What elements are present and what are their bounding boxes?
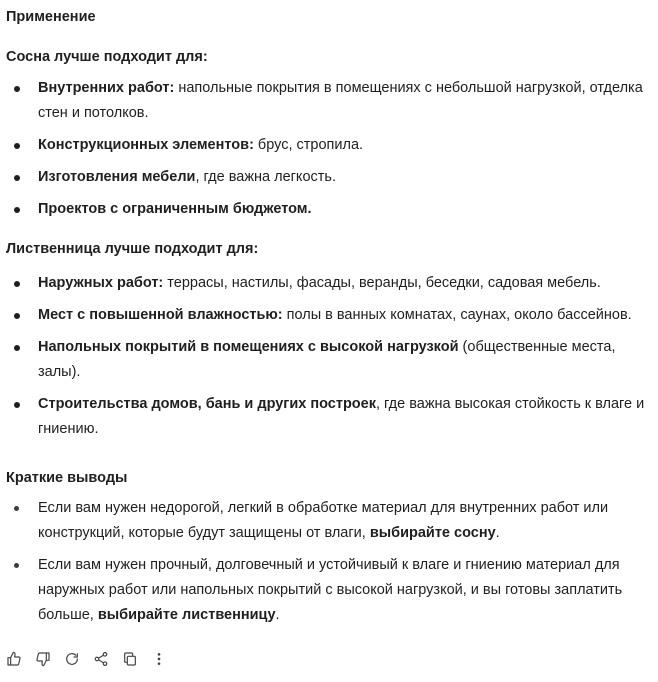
- bullet-icon: [14, 207, 20, 213]
- copy-icon[interactable]: [122, 651, 138, 667]
- list-item: Если вам нужен прочный, долговечный и устойчивый к влаге и гниению материал для наружных работ или напольных покрытий с высокой нагрузкой, и вы готовы заплатить больше, выбирайте лиственницу.: [6, 553, 646, 628]
- summary-list: [6, 496, 646, 628]
- bullet-icon: [14, 143, 20, 149]
- more-options-icon[interactable]: [151, 651, 167, 667]
- list-item: Строительства домов, бань и других построек, где важна высокая стойкость к влаге и гниению.: [6, 392, 646, 442]
- bullet-icon: [14, 313, 20, 319]
- bullet-icon: [14, 345, 20, 351]
- pine-list: [6, 76, 646, 222]
- regenerate-icon[interactable]: [64, 651, 80, 667]
- bullet-icon: [14, 281, 20, 287]
- thumb-down-icon[interactable]: [35, 651, 51, 667]
- larch-list: [6, 271, 646, 442]
- list-item: Внутренних работ: напольные покрытия в помещениях с небольшой нагрузкой, отделка стен и потолков.: [6, 76, 646, 126]
- list-item: Если вам нужен недорогой, легкий в обработке материал для внутренних работ или конструкций, которые будут защищены от влаги, выбирайте сосну.: [6, 496, 646, 546]
- response-actions-toolbar: [6, 650, 180, 668]
- list-item: Наружных работ: террасы, настилы, фасады, веранды, беседки, садовая мебель.: [6, 271, 646, 296]
- summary-heading: Краткие выводы: [6, 470, 128, 486]
- list-item: Изготовления мебели, где важна легкость.: [6, 165, 646, 190]
- pine-heading: Сосна лучше подходит для:: [6, 49, 208, 65]
- bullet-icon: [14, 506, 19, 511]
- bullet-icon: [14, 563, 19, 568]
- list-item: Конструкционных элементов: брус, стропила.: [6, 133, 646, 158]
- list-item: Проектов с ограниченным бюджетом.: [6, 197, 646, 222]
- bullet-icon: [14, 86, 20, 92]
- share-icon[interactable]: [93, 651, 109, 667]
- bullet-icon: [14, 402, 20, 408]
- section-title: Применение: [6, 9, 96, 25]
- thumb-up-icon[interactable]: [6, 651, 22, 667]
- larch-heading: Лиственница лучше подходит для:: [6, 241, 259, 257]
- bullet-icon: [14, 175, 20, 181]
- list-item: Напольных покрытий в помещениях с высокой нагрузкой (общественные места, залы).: [6, 335, 646, 385]
- list-item: Мест с повышенной влажностью: полы в ванных комнатах, саунах, около бассейнов.: [6, 303, 646, 328]
